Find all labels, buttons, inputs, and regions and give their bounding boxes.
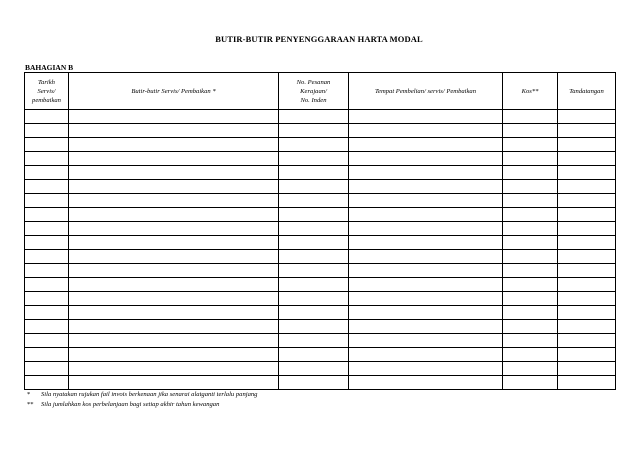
table-cell [349, 348, 503, 362]
table-cell [25, 208, 69, 222]
column-header-details: Butir-butir Servis/ Pembaikan * [69, 73, 279, 110]
table-cell [349, 166, 503, 180]
table-cell [25, 250, 69, 264]
table-row [25, 152, 616, 166]
table-cell [558, 292, 616, 306]
table-row [25, 264, 616, 278]
table-cell [349, 110, 503, 124]
footnote-text: Sila nyatakan rujukan fail invois berkenaan jika senarai alatganti terlalu panjang [41, 391, 258, 398]
table-cell [279, 194, 349, 208]
table-cell [279, 222, 349, 236]
table-cell [349, 152, 503, 166]
table-cell [69, 138, 279, 152]
table-body [25, 110, 616, 390]
table-cell [349, 124, 503, 138]
table-cell [503, 166, 558, 180]
column-header-date: Tarikh Servis/ pembaikan [25, 73, 69, 110]
table-cell [503, 250, 558, 264]
table-cell [558, 180, 616, 194]
table-cell [69, 124, 279, 138]
table-cell [69, 348, 279, 362]
table-cell [25, 320, 69, 334]
table-row [25, 138, 616, 152]
table-row [25, 320, 616, 334]
table-cell [558, 138, 616, 152]
table-cell [558, 222, 616, 236]
table-cell [503, 222, 558, 236]
table-cell [503, 110, 558, 124]
table-cell [279, 334, 349, 348]
table-cell [25, 362, 69, 376]
table-cell [69, 236, 279, 250]
table-cell [503, 152, 558, 166]
table-cell [279, 180, 349, 194]
table-cell [69, 166, 279, 180]
footnotes [27, 390, 257, 409]
table-cell [279, 292, 349, 306]
table-cell [69, 152, 279, 166]
table-cell [25, 222, 69, 236]
table-row [25, 194, 616, 208]
footnote-text: Sila jumlahkan kos perbelanjaan bagi setiap akhir tahun kewangan [41, 400, 220, 408]
table-cell [349, 320, 503, 334]
table-row [25, 250, 616, 264]
table-cell [279, 264, 349, 278]
table-cell [279, 250, 349, 264]
table-cell [25, 278, 69, 292]
table-cell [558, 306, 616, 320]
table-cell [558, 264, 616, 278]
table-cell [69, 362, 279, 376]
table-cell [558, 362, 616, 376]
table-cell [503, 138, 558, 152]
table-header-row [25, 73, 616, 110]
table-cell [349, 208, 503, 222]
table-cell [279, 208, 349, 222]
table-cell [279, 376, 349, 390]
table-cell [349, 376, 503, 390]
table-cell [279, 362, 349, 376]
table-cell [558, 208, 616, 222]
table-cell [503, 194, 558, 208]
table-cell [69, 334, 279, 348]
table-cell [69, 180, 279, 194]
column-header-cost: Kos** [503, 73, 558, 110]
table-cell [279, 110, 349, 124]
table-cell [279, 320, 349, 334]
table-cell [503, 376, 558, 390]
table-cell [279, 348, 349, 362]
table-row [25, 236, 616, 250]
table-cell [349, 278, 503, 292]
table-cell [503, 278, 558, 292]
table-cell [25, 110, 69, 124]
table-row [25, 278, 616, 292]
table-cell [25, 376, 69, 390]
table-cell [25, 180, 69, 194]
footnote-mark: * [27, 391, 31, 398]
table-row [25, 376, 616, 390]
table-cell [25, 236, 69, 250]
table-cell [69, 292, 279, 306]
table-cell [69, 264, 279, 278]
table-cell [503, 180, 558, 194]
table-cell [349, 264, 503, 278]
column-header-place: Tempat Pembelian/ servis/ Pembaikan [349, 73, 503, 110]
table-cell [25, 306, 69, 320]
table-cell [349, 194, 503, 208]
table-cell [503, 264, 558, 278]
table-cell [69, 222, 279, 236]
footnote [27, 390, 257, 400]
table-row [25, 222, 616, 236]
table-cell [558, 110, 616, 124]
table-cell [558, 320, 616, 334]
table-cell [558, 250, 616, 264]
table-cell [69, 110, 279, 124]
maintenance-table [24, 72, 616, 390]
table-row [25, 334, 616, 348]
table-cell [349, 236, 503, 250]
table-cell [279, 166, 349, 180]
table-cell [279, 236, 349, 250]
table-cell [558, 166, 616, 180]
table-cell [558, 124, 616, 138]
table-cell [558, 376, 616, 390]
table-cell [503, 334, 558, 348]
table-cell [503, 306, 558, 320]
table-row [25, 180, 616, 194]
table-cell [25, 138, 69, 152]
table-cell [349, 138, 503, 152]
table-row [25, 306, 616, 320]
table-cell [558, 334, 616, 348]
table-cell [69, 194, 279, 208]
table-cell [25, 152, 69, 166]
table-cell [279, 152, 349, 166]
table-cell [349, 334, 503, 348]
table-cell [503, 236, 558, 250]
table-cell [558, 152, 616, 166]
footnote [27, 400, 257, 410]
table-cell [558, 348, 616, 362]
footnote-mark: ** [27, 400, 34, 408]
table-cell [349, 222, 503, 236]
section-label: BAHAGIAN B [25, 63, 74, 72]
table-cell [69, 208, 279, 222]
table-cell [25, 166, 69, 180]
table-row [25, 124, 616, 138]
table-cell [69, 278, 279, 292]
table-cell [503, 320, 558, 334]
table-cell [25, 292, 69, 306]
table-row [25, 292, 616, 306]
table-cell [25, 264, 69, 278]
table-cell [25, 334, 69, 348]
column-header-order-number: No. Pesanan Kerajaan/ No. Inden [279, 73, 349, 110]
table-cell [558, 278, 616, 292]
table-cell [69, 306, 279, 320]
table-cell [25, 124, 69, 138]
table-cell [25, 194, 69, 208]
table-cell [349, 362, 503, 376]
table-cell [503, 362, 558, 376]
column-header-signature: Tandatangan [558, 73, 616, 110]
table-cell [349, 250, 503, 264]
table-cell [69, 320, 279, 334]
table-cell [279, 306, 349, 320]
table-cell [503, 292, 558, 306]
table-row [25, 166, 616, 180]
table-cell [279, 138, 349, 152]
table-cell [503, 124, 558, 138]
table-cell [279, 278, 349, 292]
table-cell [69, 250, 279, 264]
table-cell [558, 194, 616, 208]
table-cell [25, 348, 69, 362]
table-cell [349, 292, 503, 306]
table-row [25, 110, 616, 124]
table-row [25, 208, 616, 222]
table-cell [69, 376, 279, 390]
table-cell [349, 180, 503, 194]
table-cell [279, 124, 349, 138]
table-cell [503, 208, 558, 222]
table-cell [349, 306, 503, 320]
table-cell [503, 348, 558, 362]
table-row [25, 348, 616, 362]
table-row [25, 362, 616, 376]
table-cell [558, 236, 616, 250]
document-title: BUTIR-BUTIR PENYENGGARAAN HARTA MODAL [215, 34, 423, 44]
